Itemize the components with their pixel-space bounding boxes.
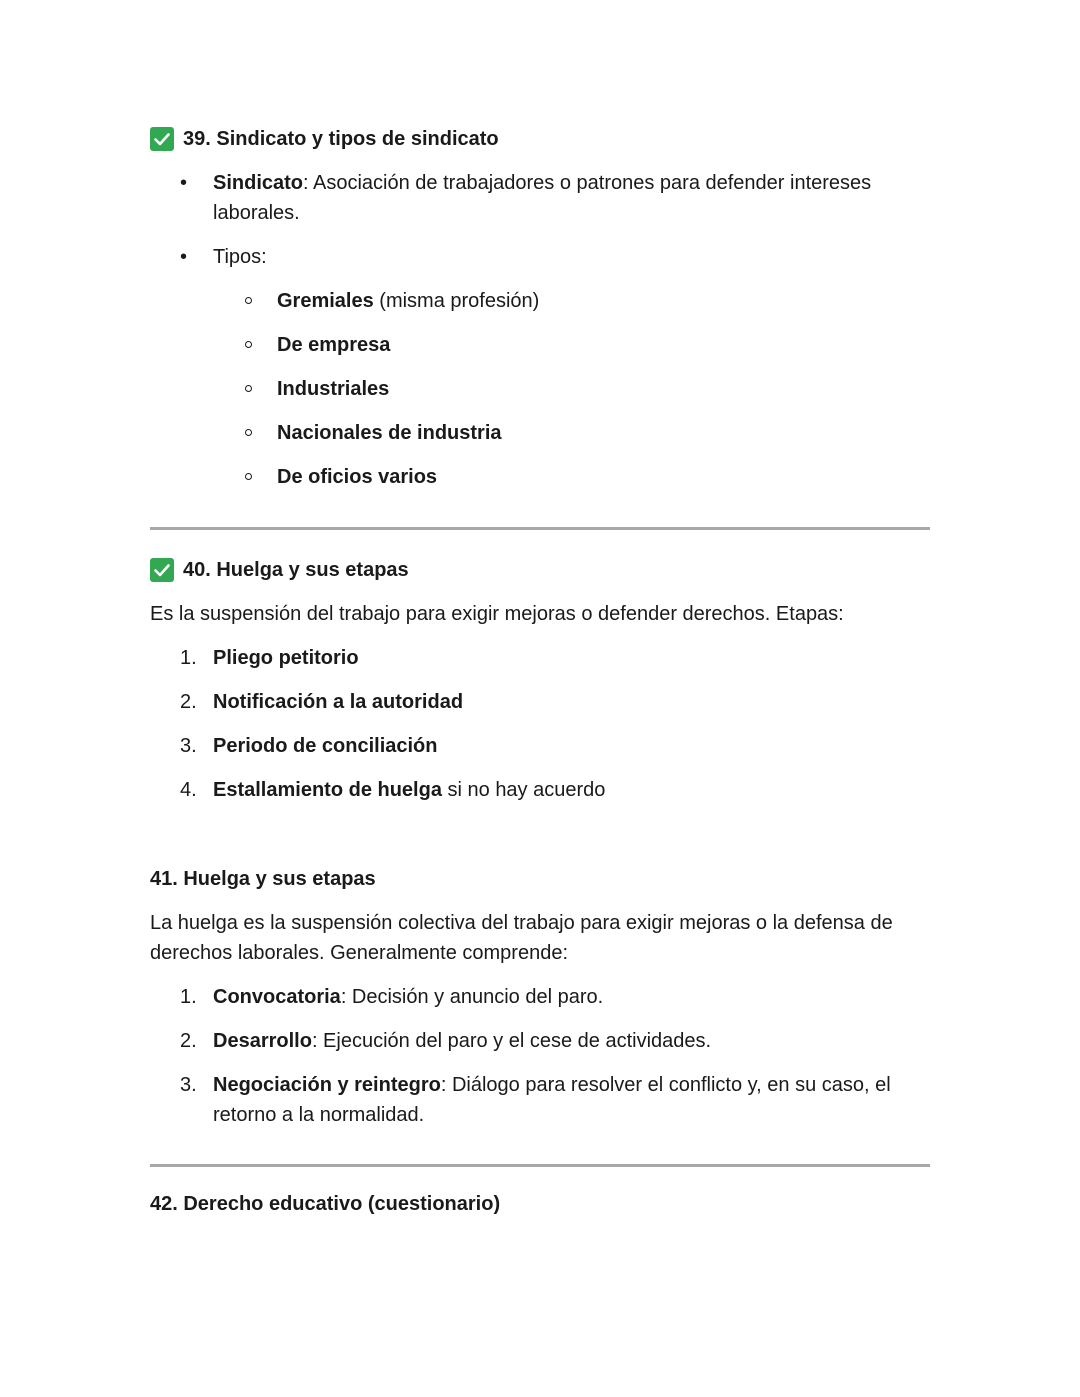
- item-number: 4.: [180, 779, 197, 801]
- check-mark-icon: [150, 127, 174, 151]
- item-number: 2.: [180, 1030, 197, 1052]
- list-item: [150, 242, 930, 272]
- term: Sindicato: [213, 172, 304, 194]
- term: De oficios varios: [277, 466, 438, 488]
- definition: : Decisión y anuncio del paro.: [340, 986, 604, 1008]
- check-mark-icon: [150, 558, 174, 582]
- document-page: [150, 124, 930, 1219]
- bullet-icon: •: [180, 246, 188, 268]
- section-40-heading: [150, 555, 930, 585]
- section-divider: [150, 1164, 930, 1167]
- section-39-list: [150, 168, 930, 272]
- section-42-title: 42. Derecho educativo (cuestionario): [150, 1193, 501, 1215]
- definition: : Diálogo para resolver el conflicto y, en su caso, el retorno a la normalidad.: [213, 1074, 891, 1126]
- huelga-phases-list: [150, 982, 930, 1130]
- term: Convocatoria: [213, 986, 341, 1008]
- definition: : Asociación de trabajadores o patrones para defender intereses laborales.: [213, 172, 872, 224]
- sub-list-item: [150, 462, 930, 492]
- section-39-title: 39. Sindicato y tipos de sindicato: [183, 128, 499, 150]
- section-41-title: 41. Huelga y sus etapas: [150, 868, 376, 890]
- numbered-item: [150, 731, 930, 761]
- section-40-intro: Es la suspensión del trabajo para exigir mejoras o defender derechos. Etapas:: [150, 603, 844, 625]
- term: Gremiales: [277, 290, 374, 312]
- definition: : Ejecución del paro y el cese de actividades.: [311, 1030, 712, 1052]
- circle-bullet-icon: [245, 385, 252, 392]
- term: Desarrollo: [213, 1030, 312, 1052]
- term: Notificación a la autoridad: [213, 691, 464, 713]
- numbered-item: [150, 775, 930, 805]
- item-number: 2.: [180, 691, 197, 713]
- term: Pliego petitorio: [213, 647, 359, 669]
- term: Periodo de conciliación: [213, 735, 438, 757]
- circle-bullet-icon: [245, 341, 252, 348]
- section-42-heading: [150, 1189, 930, 1219]
- sub-list-item: [150, 374, 930, 404]
- term: Negociación y reintegro: [213, 1074, 441, 1096]
- term: Nacionales de industria: [277, 422, 502, 444]
- section-divider: [150, 527, 930, 530]
- numbered-item: [150, 982, 930, 1012]
- item-number: 3.: [180, 735, 197, 757]
- term: De empresa: [277, 334, 391, 356]
- definition: si no hay acuerdo: [441, 779, 606, 801]
- list-item: [150, 168, 930, 228]
- section-41-intro: La huelga es la suspensión colectiva del trabajo para exigir mejoras o la defensa de derechos laborales. Generalmente comprende:: [150, 912, 893, 964]
- item-number: 1.: [180, 647, 197, 669]
- sub-list-item: [150, 330, 930, 360]
- sub-list-item: [150, 286, 930, 316]
- numbered-item: [150, 1070, 930, 1130]
- sub-list-item: [150, 418, 930, 448]
- section-41-heading: [150, 864, 930, 894]
- huelga-steps-list: [150, 643, 930, 805]
- section-39-heading: [150, 124, 930, 154]
- circle-bullet-icon: [245, 473, 252, 480]
- section-40-title: 40. Huelga y sus etapas: [183, 559, 409, 581]
- numbered-item: [150, 687, 930, 717]
- numbered-item: [150, 643, 930, 673]
- list-item-text: Tipos:: [213, 246, 267, 268]
- term: Estallamiento de huelga: [213, 779, 442, 801]
- numbered-item: [150, 1026, 930, 1056]
- circle-bullet-icon: [245, 297, 252, 304]
- sindicato-types-list: [150, 286, 930, 492]
- term: Industriales: [277, 378, 390, 400]
- item-number: 1.: [180, 986, 197, 1008]
- circle-bullet-icon: [245, 429, 252, 436]
- definition: (misma profesión): [373, 290, 540, 312]
- item-number: 3.: [180, 1074, 197, 1096]
- bullet-icon: •: [180, 172, 188, 194]
